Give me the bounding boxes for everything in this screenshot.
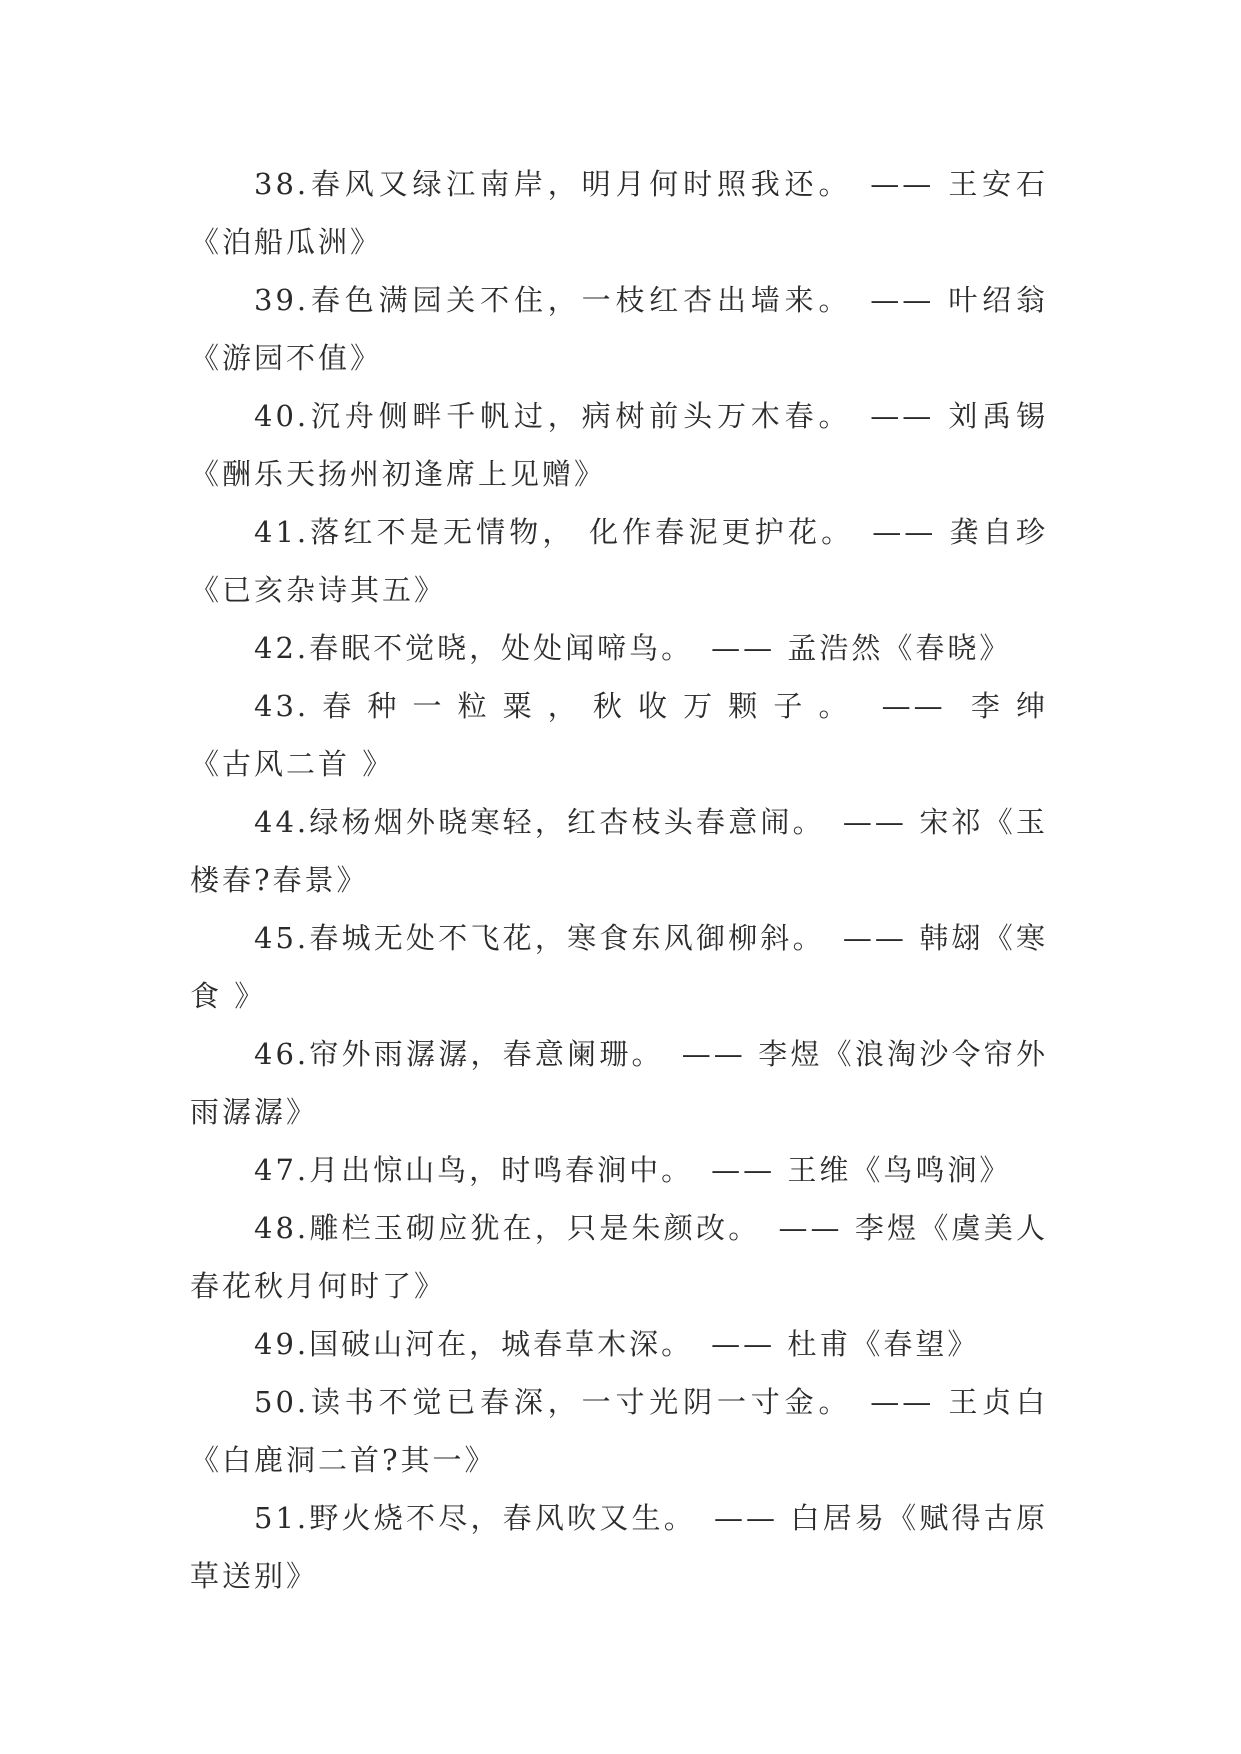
entry-text: 绿杨烟外晓寒轻，红杏枝头春意闹。 bbox=[309, 805, 825, 839]
entry-source: 《寒食 》 bbox=[190, 921, 1048, 1013]
entry-text: 帘外雨潺潺，春意阑珊。 bbox=[309, 1037, 664, 1071]
entry-number: 49. bbox=[254, 1327, 310, 1361]
entry-source: 《泊船瓜洲》 bbox=[190, 225, 383, 259]
entry-author: —— 杜甫 bbox=[711, 1327, 852, 1361]
list-item bbox=[190, 387, 1048, 503]
entry-source: 《酬乐天扬州初逢席上见赠》 bbox=[190, 457, 607, 491]
entry-text: 春种一粒粟，秋收万颗子。 bbox=[309, 689, 864, 723]
entry-source: 《春望》 bbox=[851, 1327, 980, 1361]
entry-text: 春城无处不飞花，寒食东风御柳斜。 bbox=[309, 921, 825, 955]
entry-source: 《白鹿洞二首?其一》 bbox=[190, 1443, 497, 1477]
entry-author: —— 龚自珍 bbox=[872, 515, 1048, 549]
entry-source: 《鸟鸣涧》 bbox=[851, 1153, 1012, 1187]
list-item bbox=[190, 909, 1048, 1025]
entry-author: —— 叶绍翁 bbox=[870, 283, 1048, 317]
entry-number: 43. bbox=[254, 689, 310, 723]
list-item bbox=[190, 1199, 1048, 1315]
list-item bbox=[190, 793, 1048, 909]
entry-text: 国破山河在，城春草木深。 bbox=[309, 1327, 694, 1361]
entry-source: 《玉楼春?春景》 bbox=[190, 805, 1048, 897]
list-item bbox=[190, 271, 1048, 387]
entry-text: 春眠不觉晓，处处闻啼鸟。 bbox=[309, 631, 694, 665]
entry-text: 沉舟侧畔千帆过，病树前头万木春。 bbox=[309, 399, 853, 433]
entry-number: 40. bbox=[254, 399, 310, 433]
entry-author: —— 李煜 bbox=[681, 1037, 823, 1071]
entry-number: 51. bbox=[254, 1501, 310, 1535]
entry-author: —— 王维 bbox=[711, 1153, 852, 1187]
list-item bbox=[190, 155, 1048, 271]
entry-author: —— 孟浩然 bbox=[711, 631, 884, 665]
list-item bbox=[190, 1373, 1048, 1489]
entry-source: 《赋得古原草送别》 bbox=[190, 1501, 1048, 1593]
entry-source: 《已亥杂诗其五》 bbox=[190, 573, 447, 607]
entry-source: 《浪淘沙令帘外雨潺潺》 bbox=[190, 1037, 1048, 1129]
entry-author: —— 李煜 bbox=[778, 1211, 920, 1245]
list-item bbox=[190, 1025, 1048, 1141]
entry-author: —— 王贞白 bbox=[870, 1385, 1048, 1419]
entry-text: 春风又绿江南岸，明月何时照我还。 bbox=[309, 167, 853, 201]
entry-text: 春色满园关不住，一枝红杏出墙来。 bbox=[309, 283, 853, 317]
entry-text: 雕栏玉砌应犹在，只是朱颜改。 bbox=[309, 1211, 761, 1245]
entry-number: 41. bbox=[254, 515, 310, 549]
list-item bbox=[190, 619, 1048, 677]
entry-number: 50. bbox=[254, 1385, 310, 1419]
entry-text: 野火烧不尽，春风吹又生。 bbox=[309, 1501, 696, 1535]
entry-number: 38. bbox=[254, 167, 310, 201]
entry-author: —— 白居易 bbox=[714, 1501, 888, 1535]
entry-number: 45. bbox=[254, 921, 310, 955]
entry-text: 读书不觉已春深，一寸光阴一寸金。 bbox=[309, 1385, 853, 1419]
entry-number: 48. bbox=[254, 1211, 310, 1245]
entry-author: —— 刘禹锡 bbox=[870, 399, 1048, 433]
poem-list bbox=[190, 155, 1048, 1605]
list-item bbox=[190, 1489, 1048, 1605]
entry-number: 44. bbox=[254, 805, 310, 839]
entry-text: 月出惊山鸟，时鸣春涧中。 bbox=[309, 1153, 694, 1187]
entry-author: —— 宋祁 bbox=[842, 805, 984, 839]
list-item bbox=[190, 1315, 1048, 1373]
list-item bbox=[190, 1141, 1048, 1199]
entry-source: 《古风二首 》 bbox=[190, 747, 395, 781]
entry-source: 《虞美人春花秋月何时了》 bbox=[190, 1211, 1048, 1303]
entry-number: 46. bbox=[254, 1037, 310, 1071]
entry-author: —— 韩翃 bbox=[842, 921, 984, 955]
entry-author: —— 王安石 bbox=[870, 167, 1048, 201]
entry-number: 39. bbox=[254, 283, 310, 317]
entry-number: 47. bbox=[254, 1153, 310, 1187]
list-item bbox=[190, 677, 1048, 793]
entry-author: —— 李绅 bbox=[881, 689, 1048, 723]
entry-source: 《游园不值》 bbox=[190, 341, 383, 375]
entry-number: 42. bbox=[254, 631, 310, 665]
list-item bbox=[190, 503, 1048, 619]
entry-source: 《春晓》 bbox=[883, 631, 1012, 665]
entry-text: 落红不是无情物， 化作春泥更护花。 bbox=[309, 515, 855, 549]
